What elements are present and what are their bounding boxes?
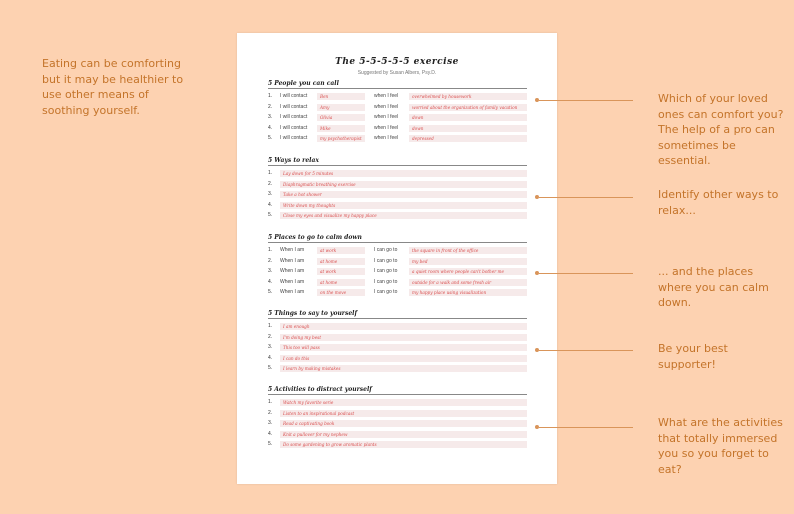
row-label: I will contact bbox=[280, 135, 308, 142]
distract-section bbox=[268, 386, 527, 448]
connector-line bbox=[539, 273, 633, 274]
item-number: 4. bbox=[268, 430, 273, 437]
list-item bbox=[268, 419, 527, 428]
list-item bbox=[268, 398, 527, 407]
worksheet-title: The 5-5-5-5-5 exercise bbox=[335, 57, 459, 67]
item-number: 5. bbox=[268, 212, 273, 219]
item-number: 1. bbox=[268, 323, 273, 329]
item-number: 1. bbox=[268, 170, 273, 176]
answer-field: a quiet room where people can't bother me bbox=[409, 268, 527, 275]
annotation-say: Be your best supporter! bbox=[658, 342, 728, 371]
item-number: 3. bbox=[268, 191, 273, 198]
row-label: I will contact bbox=[280, 124, 308, 131]
list-item bbox=[268, 124, 527, 133]
row-label: when I feel bbox=[374, 103, 399, 110]
row-label: I can go to bbox=[374, 268, 398, 275]
list-item bbox=[268, 169, 527, 178]
answer-field: the square in front of the office bbox=[409, 247, 527, 254]
answer-field: Mike bbox=[317, 125, 365, 132]
answer-field: Diaphragmatic breathing exercise bbox=[280, 181, 527, 188]
annotation-relax: Identify other ways to relax... bbox=[658, 188, 779, 217]
item-number: 3. bbox=[268, 268, 273, 275]
row-label: When I am bbox=[280, 247, 305, 253]
annotation-people: Which of your loved ones can comfort you? The help of a pro can sometimes be essential. bbox=[658, 92, 784, 167]
item-number: 4. bbox=[268, 124, 273, 131]
answer-field: my psychotherapist bbox=[317, 135, 365, 142]
people-section bbox=[268, 80, 527, 142]
section-title: 5 People you can call bbox=[268, 80, 527, 89]
list-item bbox=[268, 103, 527, 112]
list-item bbox=[268, 440, 527, 449]
section-title: 5 Things to say to yourself bbox=[268, 310, 527, 319]
item-number: 2. bbox=[268, 333, 273, 340]
list-item bbox=[268, 430, 527, 439]
answer-field: my happy place using visualization bbox=[409, 289, 527, 296]
list-item bbox=[268, 333, 527, 342]
answer-field: Take a hot shower bbox=[280, 191, 527, 198]
item-number: 3. bbox=[268, 114, 273, 121]
answer-field: I learn by making mistakes bbox=[280, 365, 527, 372]
list-item bbox=[268, 288, 527, 297]
answer-field: I can do this bbox=[280, 355, 527, 362]
item-number: 1. bbox=[268, 399, 273, 405]
answer-field: Olivia bbox=[317, 114, 365, 121]
row-label: When I am bbox=[280, 268, 305, 275]
row-label: when I feel bbox=[374, 93, 399, 99]
item-number: 4. bbox=[268, 354, 273, 361]
answer-field: Read a captivating book bbox=[280, 420, 527, 427]
answer-field: my bed bbox=[409, 258, 527, 265]
list-item bbox=[268, 354, 527, 363]
row-label: When I am bbox=[280, 278, 305, 285]
list-item bbox=[268, 246, 527, 255]
row-label: I will contact bbox=[280, 114, 308, 121]
list-item bbox=[268, 180, 527, 189]
answer-field: at home bbox=[317, 279, 365, 286]
item-number: 2. bbox=[268, 180, 273, 187]
answer-field: down bbox=[409, 114, 527, 121]
answer-field: on the move bbox=[317, 289, 365, 296]
item-number: 2. bbox=[268, 103, 273, 110]
list-item bbox=[268, 409, 527, 418]
row-label: I can go to bbox=[374, 247, 398, 253]
answer-field: at home bbox=[317, 258, 365, 265]
item-number: 2. bbox=[268, 257, 273, 264]
relax-section bbox=[268, 157, 527, 219]
item-number: 5. bbox=[268, 441, 273, 448]
answer-field: Amy bbox=[317, 104, 365, 111]
row-label: when I feel bbox=[374, 114, 399, 121]
item-number: 3. bbox=[268, 344, 273, 351]
list-item bbox=[268, 278, 527, 287]
row-label: I can go to bbox=[374, 257, 398, 264]
list-item bbox=[268, 134, 527, 143]
list-item bbox=[268, 343, 527, 352]
row-label: when I feel bbox=[374, 124, 399, 131]
list-item bbox=[268, 113, 527, 122]
answer-field: Listen to an inspirational podcast bbox=[280, 410, 527, 417]
list-item bbox=[268, 322, 527, 331]
item-number: 1. bbox=[268, 93, 273, 99]
item-number: 1. bbox=[268, 247, 273, 253]
connector-line bbox=[539, 350, 633, 351]
answer-field: down bbox=[409, 125, 527, 132]
list-item bbox=[268, 190, 527, 199]
item-number: 4. bbox=[268, 278, 273, 285]
answer-field: Knit a pullover for my nephew bbox=[280, 431, 527, 438]
section-title: 5 Places to go to calm down bbox=[268, 234, 527, 243]
answer-field: overwhelmed by housework bbox=[409, 93, 527, 100]
row-label: I will contact bbox=[280, 93, 308, 99]
answer-field: Ben bbox=[317, 93, 365, 100]
list-item bbox=[268, 92, 527, 101]
answer-field: at work bbox=[317, 247, 365, 254]
item-number: 4. bbox=[268, 201, 273, 208]
connector-line bbox=[539, 100, 633, 101]
answer-field: worried about the organization of family vacation bbox=[409, 104, 527, 111]
say-section bbox=[268, 310, 527, 372]
row-label: I can go to bbox=[374, 289, 398, 296]
item-number: 5. bbox=[268, 365, 273, 372]
answer-field: at work bbox=[317, 268, 365, 275]
answer-field: This too will pass bbox=[280, 344, 527, 351]
list-item bbox=[268, 211, 527, 220]
row-label: When I am bbox=[280, 289, 305, 296]
list-item bbox=[268, 201, 527, 210]
row-label: I can go to bbox=[374, 278, 398, 285]
list-item bbox=[268, 364, 527, 373]
item-number: 3. bbox=[268, 420, 273, 427]
answer-field: I'm doing my best bbox=[280, 334, 527, 341]
row-label: When I am bbox=[280, 257, 305, 264]
answer-field: Do some gardening to grow aromatic plants bbox=[280, 441, 527, 448]
annotation-distract: What are the activities that totally immersed you so you forget to eat? bbox=[658, 416, 783, 476]
answer-field: Write down my thoughts bbox=[280, 202, 527, 209]
connector-line bbox=[539, 197, 633, 198]
row-label: I will contact bbox=[280, 103, 308, 110]
annotation-places: ... and the places where you can calm down. bbox=[658, 265, 769, 309]
item-number: 2. bbox=[268, 409, 273, 416]
worksheet-page bbox=[237, 33, 557, 484]
section-title: 5 Ways to relax bbox=[268, 157, 527, 166]
worksheet-subtitle: Suggested by Susan Albers, Psy.D. bbox=[357, 70, 437, 76]
answer-field: I am enough bbox=[280, 323, 527, 330]
answer-field: Watch my favorite serie bbox=[280, 399, 527, 406]
answer-field: Close my eyes and visualize my happy place bbox=[280, 212, 527, 219]
item-number: 5. bbox=[268, 289, 273, 296]
connector-line bbox=[539, 427, 633, 428]
list-item bbox=[268, 267, 527, 276]
section-title: 5 Activities to distract yourself bbox=[268, 386, 527, 395]
row-label: when I feel bbox=[374, 135, 399, 142]
places-section bbox=[268, 234, 527, 296]
left-note: Eating can be comforting but it may be healthier to use other means of soothing yourself. bbox=[42, 57, 184, 117]
answer-field: depressed bbox=[409, 135, 527, 142]
answer-field: Lay down for 5 minutes bbox=[280, 170, 527, 177]
item-number: 5. bbox=[268, 135, 273, 142]
answer-field: outside for a walk and some fresh air bbox=[409, 279, 527, 286]
list-item bbox=[268, 257, 527, 266]
